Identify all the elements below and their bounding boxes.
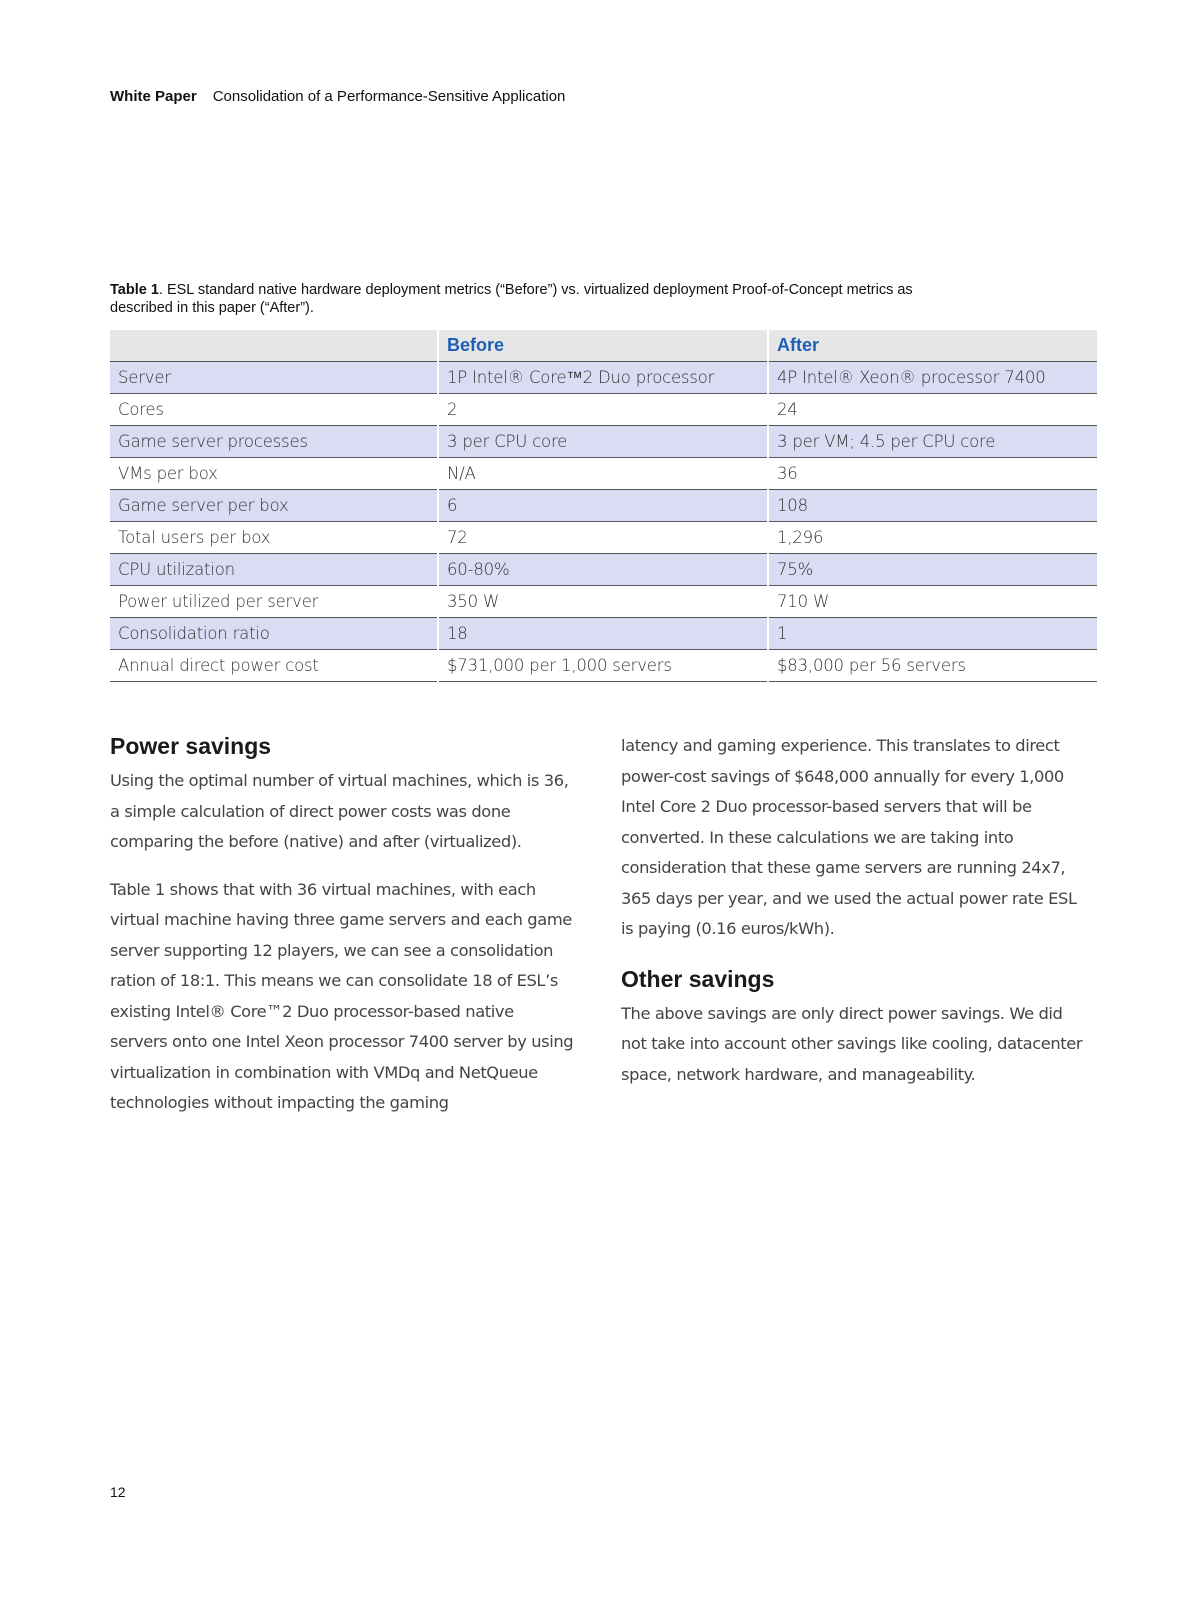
table-row — [110, 394, 1097, 426]
table-cell-before: N/A — [438, 458, 768, 490]
table-header-row — [110, 330, 1097, 362]
table-cell-after: $83,000 per 56 servers — [768, 650, 1097, 682]
table-cell-metric: Game server processes — [110, 426, 438, 458]
metrics-table — [110, 330, 1097, 682]
table-cell-metric: Game server per box — [110, 490, 438, 522]
page-number: 12 — [110, 1484, 126, 1500]
table-cell-metric: Consolidation ratio — [110, 618, 438, 650]
table-cell-metric: Cores — [110, 394, 438, 426]
power-savings-heading: Power savings — [110, 733, 272, 759]
table-cell-before: 1P Intel® Core™2 Duo processor — [438, 362, 768, 394]
table-cell-before: 350 W — [438, 586, 768, 618]
table-caption-label: Table 1 — [110, 282, 159, 298]
table-cell-before: 72 — [438, 522, 768, 554]
power-savings-paragraph-2: Table 1 shows that with 36 virtual machines, with each virtual machine having three game servers and each game server supporting 12 players, we can see a consolidation ration of 18:1. This means we can consolidate 18 of ESL’s existing Intel® Core™2 Duo processor-based native servers onto one Intel Xeon processor 7400 server by using virtualization in combination with VMDq and NetQueue technologies without impacting the gaming — [110, 879, 574, 1112]
left-column — [110, 730, 575, 1136]
table-row — [110, 618, 1097, 650]
table-header-blank — [110, 330, 438, 362]
table-row — [110, 586, 1097, 618]
table-cell-after: 36 — [768, 458, 1097, 490]
table-cell-before: 18 — [438, 618, 768, 650]
table-cell-before: $731,000 per 1,000 servers — [438, 650, 768, 682]
table-row — [110, 650, 1097, 682]
table-cell-metric: Power utilized per server — [110, 586, 438, 618]
table-cell-after: 1 — [768, 618, 1097, 650]
header-title: Consolidation of a Performance-Sensitive Application — [212, 88, 566, 105]
power-savings-paragraph-3: latency and gaming experience. This translates to direct power-cost savings of $648,000 annually for every 1,000 Intel Core 2 Duo processor-based servers that will be converted. In these calculations we are taking into consideration that these game servers are running 24x7, 365 days per year, and we used the actual power rate ESL is paying (0.16 euros/kWh). — [621, 736, 1077, 938]
table-cell-metric: VMs per box — [110, 458, 438, 490]
table-cell-metric: Total users per box — [110, 522, 438, 554]
table-cell-after: 1,296 — [768, 522, 1097, 554]
power-savings-paragraph-1: Using the optimal number of virtual machines, which is 36, a simple calculation of direct power costs was done comparing the before (native) and after (virtualized). — [110, 771, 569, 851]
table-cell-after: 710 W — [768, 586, 1097, 618]
table-header-after: After — [768, 330, 1097, 362]
table-cell-metric: Annual direct power cost — [110, 650, 438, 682]
table-cell-after: 75% — [768, 554, 1097, 586]
table-row — [110, 362, 1097, 394]
table-row — [110, 554, 1097, 586]
table-caption-text: . ESL standard native hardware deployment metrics (“Before”) vs. virtualized deployment Proof-of-Concept metrics as described in this paper (“After”). — [110, 282, 913, 316]
table-cell-before: 2 — [438, 394, 768, 426]
table-cell-metric: Server — [110, 362, 438, 394]
table-row — [110, 458, 1097, 490]
other-savings-paragraph: The above savings are only direct power savings. We did not take into account other savings like cooling, datacenter space, network hardware, and manageability. — [621, 1003, 1083, 1084]
right-column — [621, 731, 1091, 1107]
table-cell-before: 6 — [438, 490, 768, 522]
other-savings-heading: Other savings — [621, 965, 775, 992]
table-cell-before: 3 per CPU core — [438, 426, 768, 458]
table-cell-after: 3 per VM; 4.5 per CPU core — [768, 426, 1097, 458]
table-cell-metric: CPU utilization — [110, 554, 438, 586]
table-caption — [110, 281, 970, 317]
table-header-before: Before — [438, 330, 768, 362]
table-cell-after: 24 — [768, 394, 1097, 426]
table-cell-after: 4P Intel® Xeon® processor 7400 — [768, 362, 1097, 394]
page-header — [110, 88, 565, 105]
table-row — [110, 522, 1097, 554]
header-label: White Paper — [110, 88, 197, 105]
table-cell-before: 60-80% — [438, 554, 768, 586]
table-cell-after: 108 — [768, 490, 1097, 522]
table-row — [110, 490, 1097, 522]
table-row — [110, 426, 1097, 458]
